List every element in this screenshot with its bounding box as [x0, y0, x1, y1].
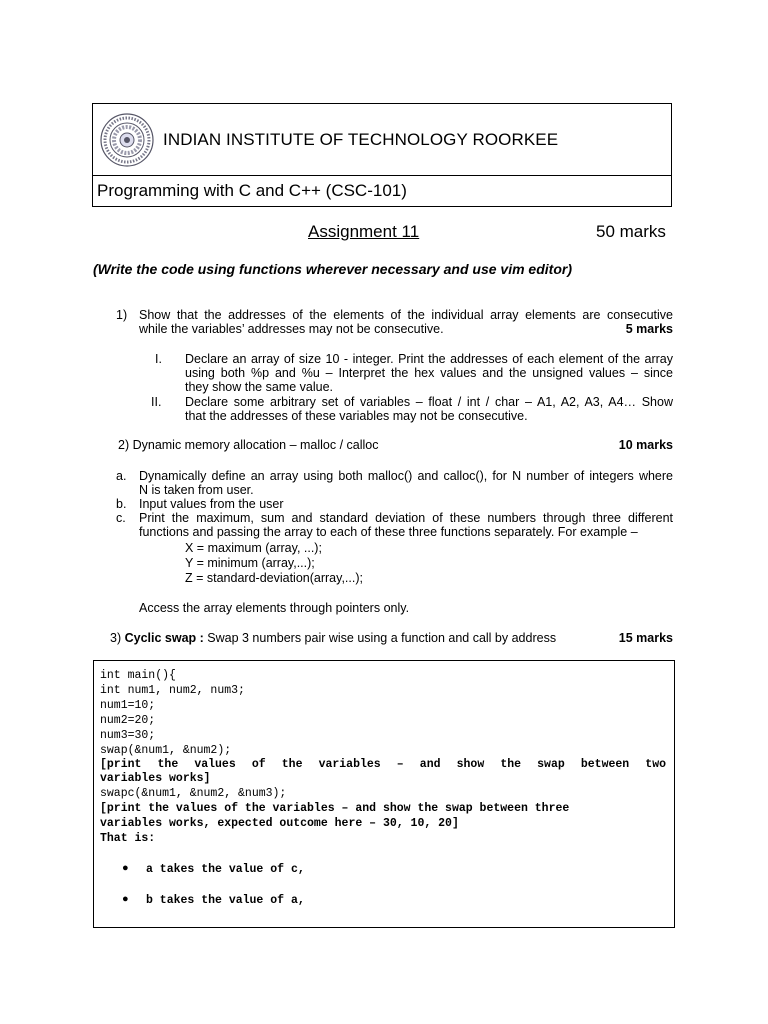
q1-item1-number: I.	[155, 352, 162, 366]
course-title: Programming with C and C++ (CSC-101)	[97, 181, 407, 200]
q2-marks: 10 marks	[618, 438, 673, 452]
q3-title-rest: Swap 3 numbers pair wise using a function and call by address	[203, 631, 557, 645]
q2-c-line2: functions and passing the array to each of these three functions separately. For example –	[139, 525, 638, 539]
header-row	[93, 104, 671, 176]
q2-c-line1: Print the maximum, sum and standard deviation of these numbers through three different	[139, 511, 673, 525]
assignment-marks: 50 marks	[596, 222, 666, 241]
q1-item2-line2: that the addresses of these variables may not be consecutive.	[185, 409, 528, 423]
code-bullet-item	[146, 863, 305, 877]
iit-roorkee-logo-icon	[99, 112, 155, 168]
bullet-mid: takes the value of	[152, 894, 291, 907]
q1-text-line2: while the variables’ addresses may not be consecutive.	[139, 322, 444, 336]
bullet-end: ,	[297, 894, 305, 907]
code-print1-line1: [print the values of the variables – and show the swap between two	[100, 758, 666, 771]
bullet-val: c	[290, 863, 298, 876]
q1-item1-line1: Declare an array of size 10 - integer. Print the addresses of each element of the array	[185, 352, 673, 366]
q3-marks: 15 marks	[618, 631, 673, 645]
q3-title	[110, 631, 556, 645]
code-box	[93, 660, 675, 928]
bullet-var: a	[146, 863, 153, 876]
q3-title-bold: Cyclic swap :	[124, 631, 204, 645]
code-line: int main(){	[100, 669, 176, 682]
code-line: swap(&num1, &num2);	[100, 744, 232, 757]
bullet-icon: ●	[122, 893, 129, 905]
code-print1-line2: variables works]	[100, 772, 211, 785]
q1-marks: 5 marks	[625, 322, 673, 336]
q2-b-line: Input values from the user	[139, 497, 284, 511]
code-print2-line1: [print the values of the variables – and show the swap between three	[100, 802, 570, 815]
q2-c-number: c.	[116, 511, 126, 525]
bullet-val: a	[290, 894, 298, 907]
q1-number: 1)	[116, 308, 128, 322]
code-that-is: That is:	[100, 832, 156, 845]
q2-title: 2) Dynamic memory allocation – malloc / calloc	[118, 438, 379, 452]
q2-example-z: Z = standard-deviation(array,...);	[185, 571, 363, 585]
q1-item2-number: II.	[151, 395, 162, 409]
bullet-mid: takes the value of	[152, 863, 291, 876]
code-print2-line2: variables works, expected outcome here – 30, 10, 20]	[100, 817, 459, 830]
assignment-title: Assignment 11	[308, 222, 420, 241]
code-swapc-line: swapc(&num1, &num2, &num3);	[100, 787, 287, 800]
code-line: num2=20;	[100, 714, 156, 727]
q2-a-line2: N is taken from user.	[139, 483, 254, 497]
q1-text-line1: Show that the addresses of the elements of the individual array elements are consecutive	[139, 308, 673, 322]
q2-note: Access the array elements through pointers only.	[139, 601, 410, 615]
code-line: num3=30;	[100, 729, 156, 742]
bullet-icon: ●	[122, 862, 129, 874]
q1-item1-line3: they show the same value.	[185, 380, 333, 394]
q1-item2-line1: Declare some arbitrary set of variables – float / int / char – A1, A2, A3, A4… Show	[185, 395, 673, 409]
q2-a-line1: Dynamically define an array using both malloc() and calloc(), for N number of integers where	[139, 469, 673, 483]
bullet-var: b	[146, 894, 153, 907]
instruction-text: (Write the code using functions wherever necessary and use vim editor)	[93, 261, 572, 277]
institute-name: INDIAN INSTITUTE OF TECHNOLOGY ROORKEE	[163, 130, 559, 149]
header-box	[92, 103, 672, 207]
q2-b-number: b.	[116, 497, 127, 511]
q2-example-x: X = maximum (array, ...);	[185, 541, 322, 555]
q3-prefix: 3)	[110, 631, 125, 645]
q1-item1-line2: using both %p and %u – Interpret the hex values and the unsigned values – since	[185, 366, 673, 380]
code-line: int num1, num2, num3;	[100, 684, 245, 697]
q2-a-number: a.	[116, 469, 127, 483]
code-line: num1=10;	[100, 699, 156, 712]
bullet-end: ,	[297, 863, 305, 876]
code-bullet-item	[146, 894, 305, 908]
q2-example-y: Y = minimum (array,...);	[185, 556, 315, 570]
